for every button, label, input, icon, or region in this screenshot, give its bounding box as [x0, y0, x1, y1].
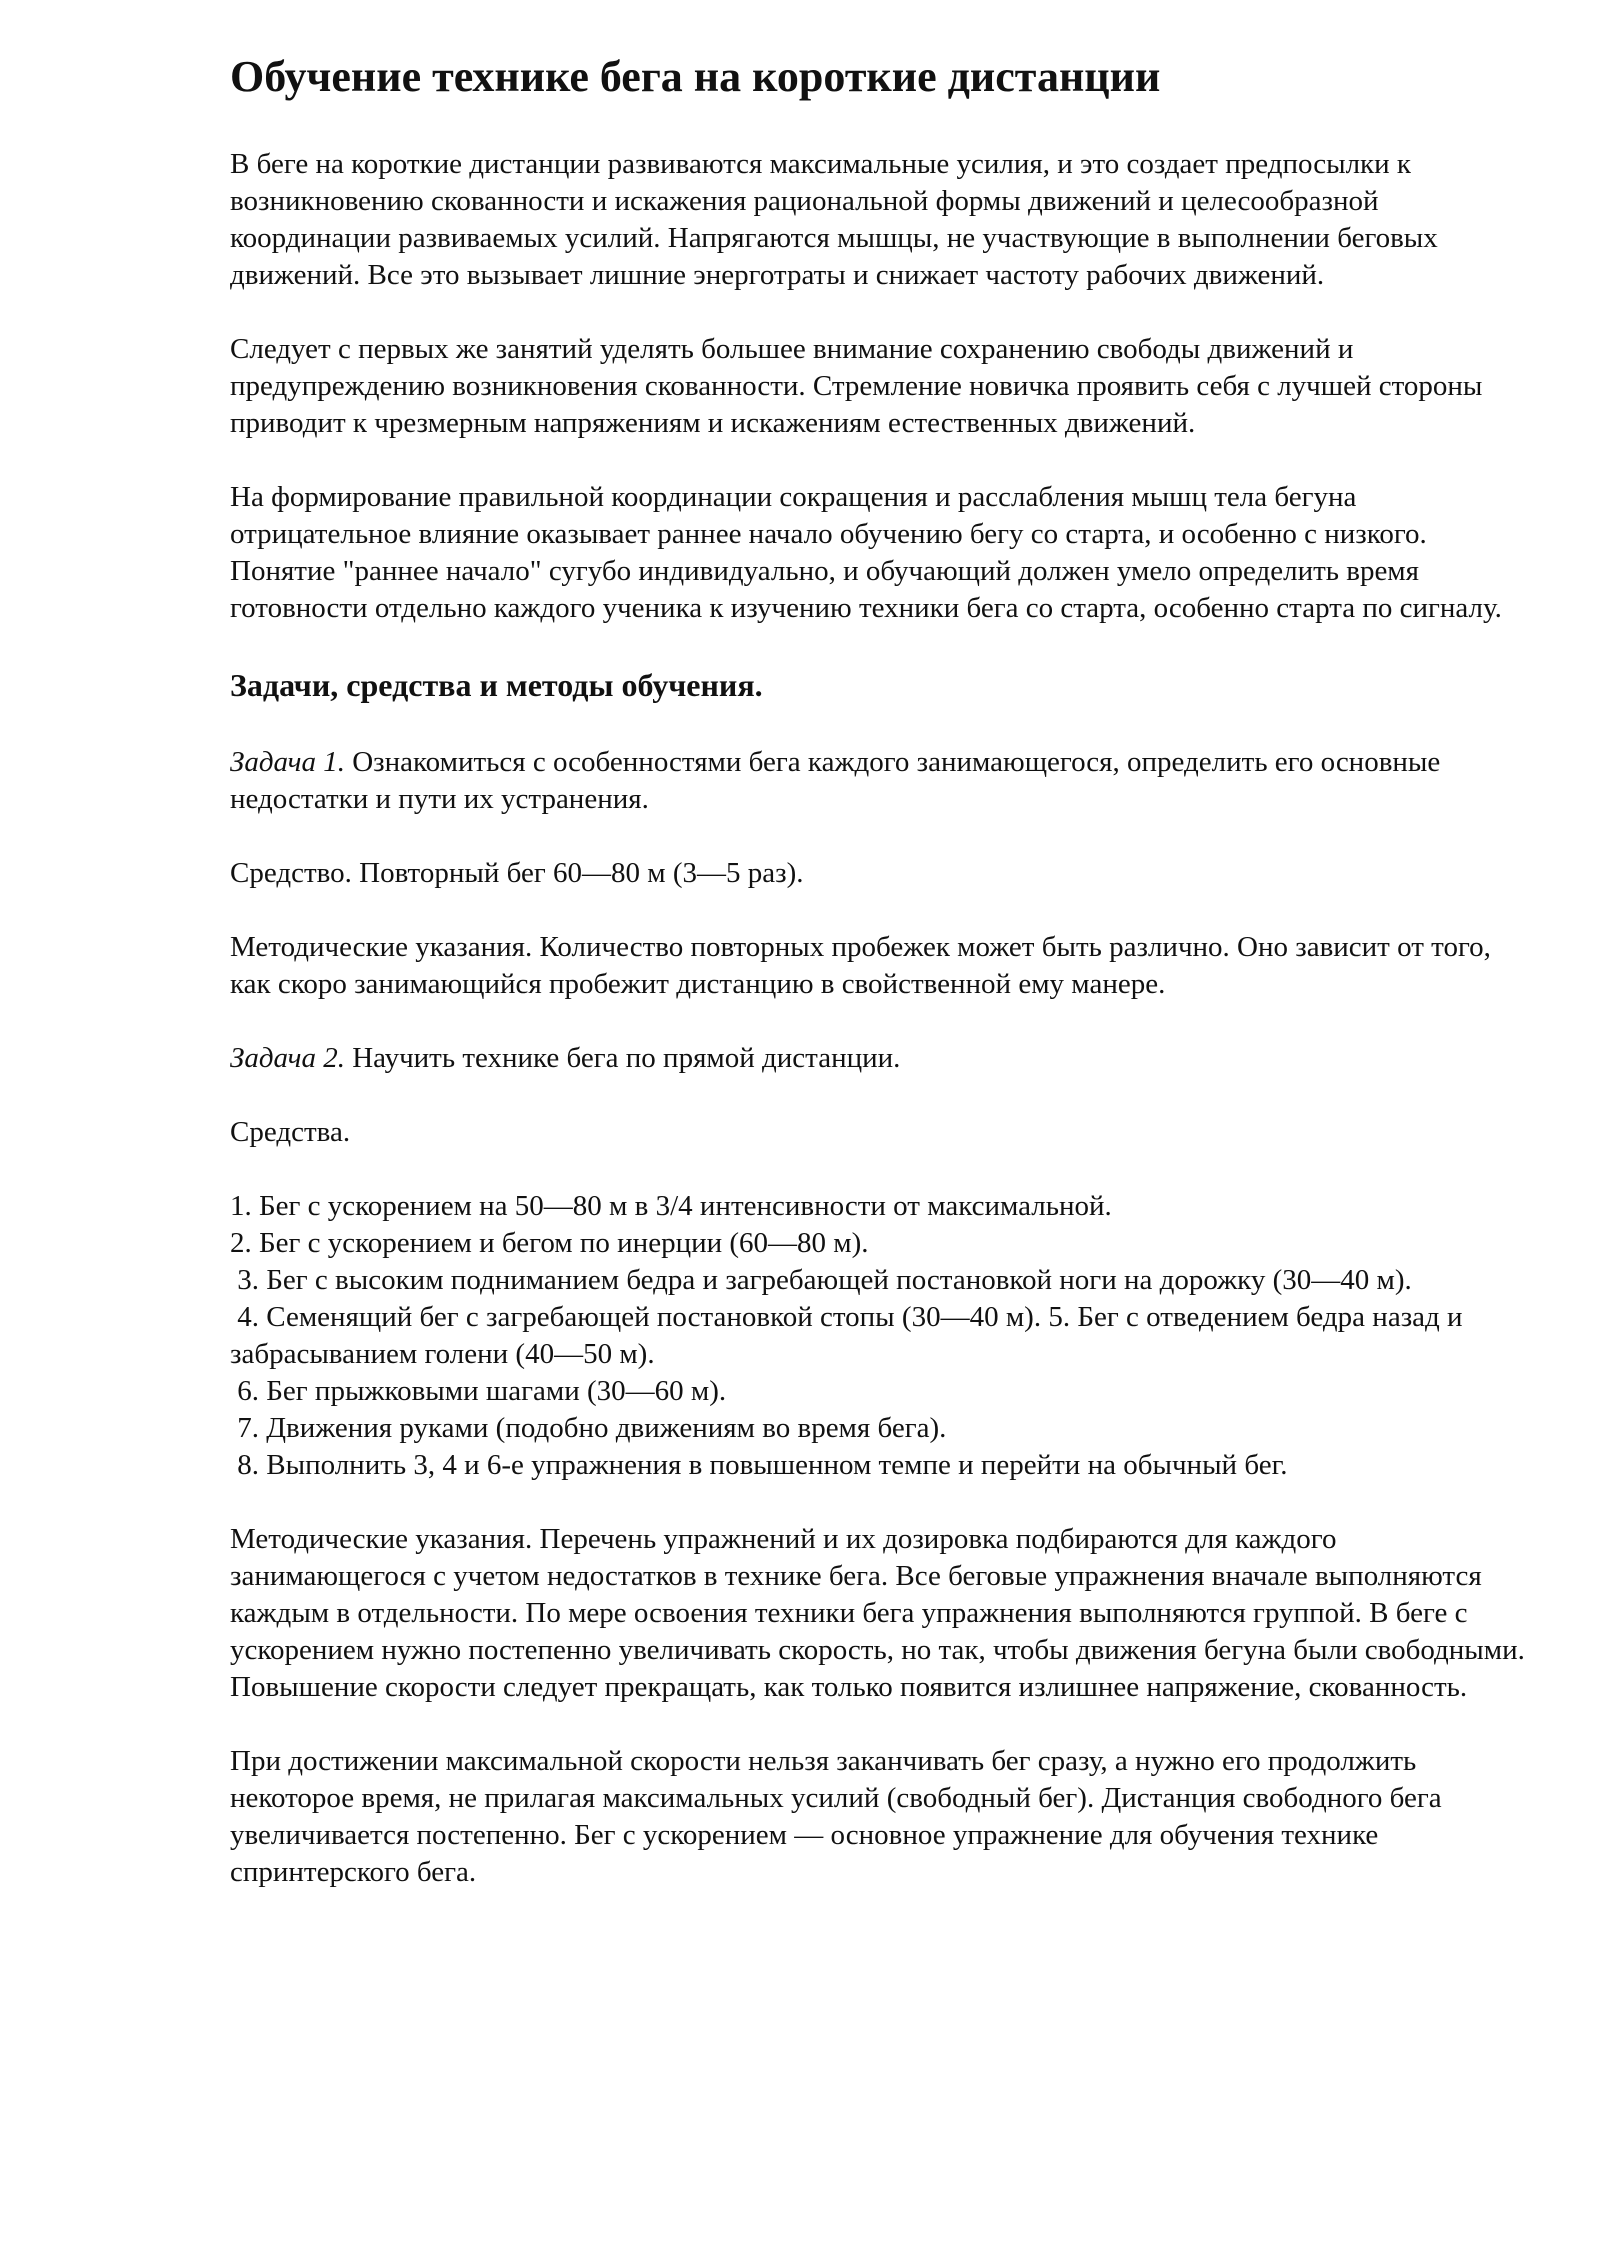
list-item: 3. Бег с высоким подниманием бедра и загребающей постановкой ноги на дорожку (30—40 м).	[230, 1264, 1412, 1296]
list-item: 7. Движения руками (подобно движениям во время бега).	[230, 1412, 947, 1444]
task-1-notes: Методические указания. Количество повторных пробежек может быть различно. Оно зависит от того, как скоро занимающийся пробежит дистанцию в свойственной ему манере.	[230, 931, 1491, 1000]
section-heading: Задачи, средства и методы обучения.	[230, 667, 763, 703]
task-2-paragraph	[230, 1040, 1530, 1077]
document-page	[230, 48, 1530, 1928]
task-1-paragraph	[230, 744, 1530, 818]
page-title: Обучение технике бега на короткие дистанции	[230, 52, 1161, 101]
intro-paragraph-1: В беге на короткие дистанции развиваются максимальные усилия, и это создает предпосылки к возникновению скованности и искажения рациональной формы движений и целесообразной координации развиваемых усилий. Напрягаются мышцы, не участвующие в выполнении беговых движений. Все это вызывает лишние энерготраты и снижает частоту рабочих движений.	[230, 148, 1438, 291]
task-2-label: Задача 2.	[230, 1042, 345, 1074]
list-item: 4. Семенящий бег с загребающей постановкой стопы (30—40 м). 5. Бег с отведением бедра назад и забрасыванием голени (40—50 м).	[230, 1301, 1470, 1370]
list-item: 2. Бег с ускорением и бегом по инерции (60—80 м).	[230, 1227, 869, 1259]
exercise-list	[230, 1188, 1530, 1484]
closing-paragraph: При достижении максимальной скорости нельзя заканчивать бег сразу, а нужно его продолжить некоторое время, не прилагая максимальных усилий (свободный бег). Дистанция свободного бега увеличивается постепенно. Бег с ускорением — основное упражнение для обучения технике спринтерского бега.	[230, 1745, 1442, 1888]
list-item: 1. Бег с ускорением на 50—80 м в 3/4 интенсивности от максимальной.	[230, 1190, 1112, 1222]
intro-paragraph-2: Следует с первых же занятий уделять большее внимание сохранению свободы движений и предупреждению возникновения скованности. Стремление новичка проявить себя с лучшей стороны приводит к чрезмерным напряжениям и искажениям естественных движений.	[230, 333, 1483, 439]
list-item: 6. Бег прыжковыми шагами (30—60 м).	[230, 1375, 727, 1407]
intro-paragraph-3: На формирование правильной координации сокращения и расслабления мышц тела бегуна отрицательное влияние оказывает раннее начало обучению бегу со старта, и особенно с низкого. Понятие "раннее начало" сугубо индивидуально, и обучающий должен умело определить время готовности отдельно каждого ученика к изучению техники бега со старта, особенно старта по сигналу.	[230, 481, 1502, 624]
task-1-label: Задача 1.	[230, 746, 345, 778]
task-1-means: Средство. Повторный бег 60—80 м (3—5 раз).	[230, 857, 804, 889]
task-2-notes: Методические указания. Перечень упражнений и их дозировка подбираются для каждого занимающегося с учетом недостатков в технике бега. Все беговые упражнения вначале выполняются каждым в отдельности. По мере освоения техники бега упражнения выполняются группой. В беге с ускорением нужно постепенно увеличивать скорость, но так, чтобы движения бегуна были свободными. Повышение скорости следует прекращать, как только появится излишнее напряжение, скованность.	[230, 1523, 1525, 1703]
task-2-text: Научить технике бега по прямой дистанции.	[344, 1042, 901, 1074]
task-2-means-label: Средства.	[230, 1116, 351, 1148]
task-1-text: Ознакомиться с особенностями бега каждого занимающегося, определить его основные недостатки и пути их устранения.	[230, 746, 1441, 815]
list-item: 8. Выполнить 3, 4 и 6-е упражнения в повышенном темпе и перейти на обычный бег.	[230, 1449, 1288, 1481]
